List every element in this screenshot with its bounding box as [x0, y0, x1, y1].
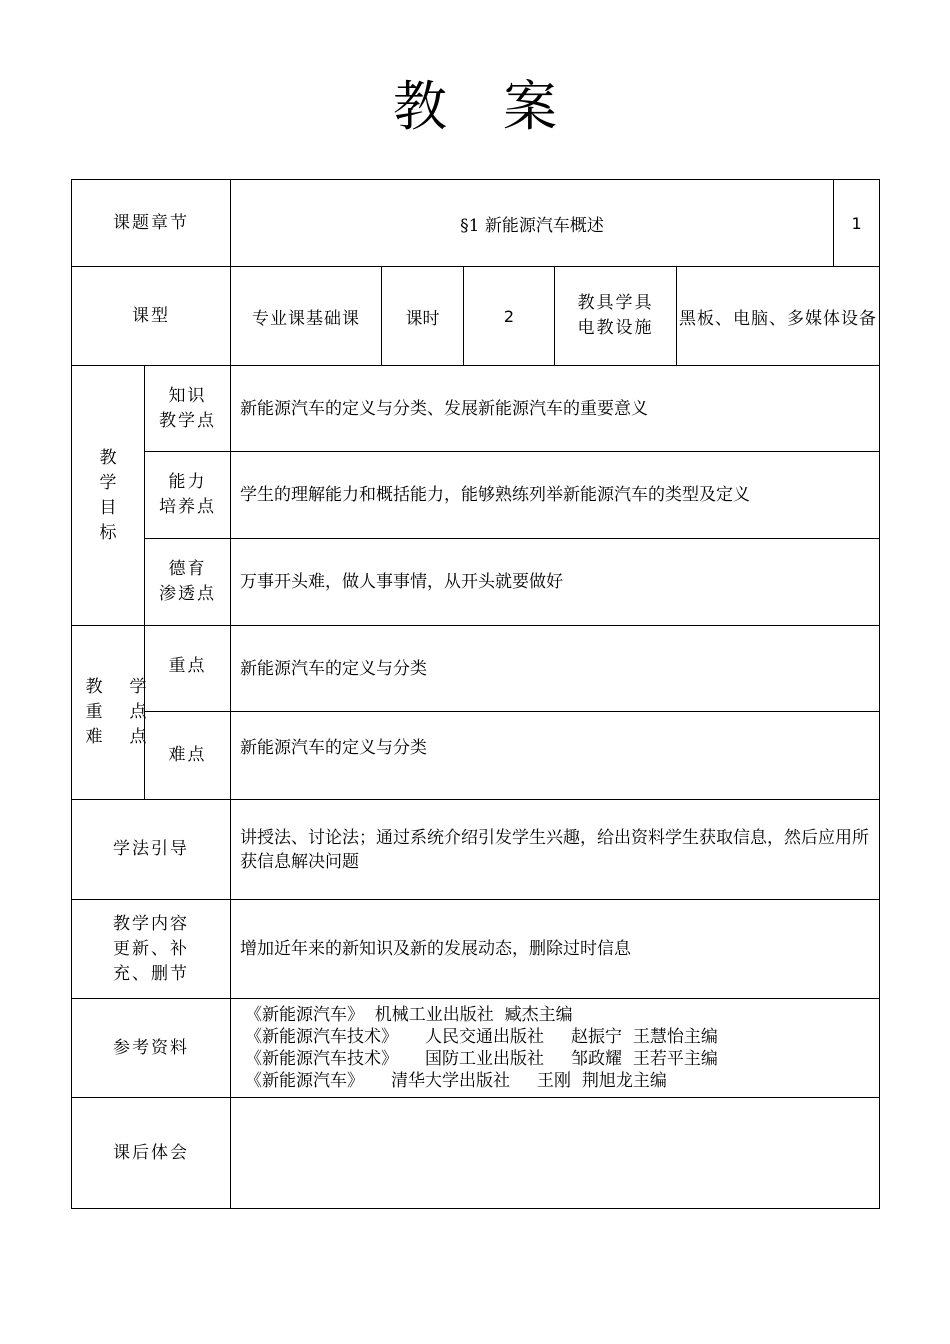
- title-char-1: 教: [393, 75, 447, 138]
- keypoints-char-3: 重: [85, 702, 103, 722]
- equipment-value: 黑板、电脑、多媒体设备: [677, 267, 880, 366]
- ability-label: [145, 452, 231, 539]
- reflection-row: [72, 1098, 880, 1209]
- ability-value: 学生的理解能力和概括能力，能够熟练列举新能源汽车的类型及定义: [231, 452, 880, 539]
- lesson-plan-table: [71, 179, 880, 1209]
- keypoints-group-label: [72, 626, 145, 800]
- reference-item-4: 《新能源汽车》 清华大学出版社 王刚 荆旭龙主编: [245, 1071, 667, 1091]
- difficult-point-value: 新能源汽车的定义与分类: [231, 712, 880, 800]
- keypoints-char-4: 点: [129, 702, 147, 722]
- method-row: [72, 800, 880, 900]
- reflection-label: 课后体会: [72, 1098, 231, 1209]
- hours-label: 课时: [382, 267, 464, 366]
- equipment-label-line2: 电教设施: [577, 318, 654, 338]
- course-type-value: 专业课基础课: [231, 267, 382, 366]
- equipment-label-line1: 教具学具: [577, 293, 654, 313]
- content-update-label-line3: 充、删节: [113, 963, 189, 984]
- objectives-char-3: 目: [99, 497, 117, 518]
- equipment-label: [555, 267, 677, 366]
- references-row: [72, 999, 880, 1098]
- chapter-number: 1: [834, 180, 880, 267]
- objective-knowledge-row: [72, 366, 880, 452]
- objective-ability-row: [72, 452, 880, 539]
- objectives-group-label: [72, 366, 145, 626]
- difficult-point-label: 难点: [145, 712, 231, 800]
- course-row: [72, 267, 880, 366]
- moral-label-line1: 德育: [168, 559, 207, 579]
- objectives-char-2: 学: [99, 472, 117, 493]
- chapter-row: [72, 180, 880, 267]
- content-update-label: [72, 900, 231, 999]
- keypoints-char-6: 点: [129, 727, 147, 747]
- reference-item-2: 《新能源汽车技术》 人民交通出版社 赵振宁 王慧怡主编: [245, 1027, 718, 1047]
- reflection-value: [231, 1098, 880, 1209]
- knowledge-value: 新能源汽车的定义与分类、发展新能源汽车的重要意义: [231, 366, 880, 452]
- objectives-char-1: 教: [99, 447, 117, 468]
- moral-label-line2: 渗透点: [159, 584, 216, 604]
- page-title: [0, 72, 950, 142]
- ability-label-line2: 培养点: [159, 497, 216, 517]
- moral-value: 万事开头难，做人事事情，从开头就要做好: [231, 539, 880, 626]
- references-label: 参考资料: [72, 999, 231, 1098]
- knowledge-label-line2: 教学点: [159, 410, 216, 431]
- knowledge-label-line1: 知识: [168, 385, 207, 406]
- keypoints-char-2: 学: [129, 677, 147, 697]
- difficult-point-row: [72, 712, 880, 800]
- course-type-label: 课型: [72, 267, 231, 366]
- key-point-row: [72, 626, 880, 712]
- reference-item-3: 《新能源汽车技术》 国防工业出版社 邹政耀 王若平主编: [245, 1049, 718, 1069]
- hours-value: 2: [464, 267, 555, 366]
- content-update-value: 增加近年来的新知识及新的发展动态，删除过时信息: [231, 900, 880, 999]
- key-point-label: 重点: [145, 626, 231, 712]
- content-update-row: [72, 900, 880, 999]
- reference-item-1: 《新能源汽车》 机械工业出版社 臧杰主编: [245, 1005, 573, 1025]
- keypoints-char-1: 教: [85, 677, 103, 697]
- method-value: 讲授法、讨论法；通过系统介绍引发学生兴趣，给出资料学生获取信息，然后应用所获信息解决问题: [231, 800, 880, 900]
- references-list: [231, 999, 880, 1098]
- content-update-label-line2: 更新、补: [113, 938, 189, 959]
- objective-moral-row: [72, 539, 880, 626]
- keypoints-char-5: 难: [85, 727, 103, 747]
- title-char-2: 案: [503, 75, 557, 138]
- moral-label: [145, 539, 231, 626]
- chapter-value: §1 新能源汽车概述: [231, 180, 834, 267]
- knowledge-label: [145, 366, 231, 452]
- key-point-value: 新能源汽车的定义与分类: [231, 626, 880, 712]
- chapter-label: 课题章节: [72, 180, 231, 267]
- objectives-char-4: 标: [99, 522, 117, 543]
- ability-label-line1: 能力: [168, 472, 207, 492]
- method-label: 学法引导: [72, 800, 231, 900]
- content-update-label-line1: 教学内容: [113, 913, 189, 934]
